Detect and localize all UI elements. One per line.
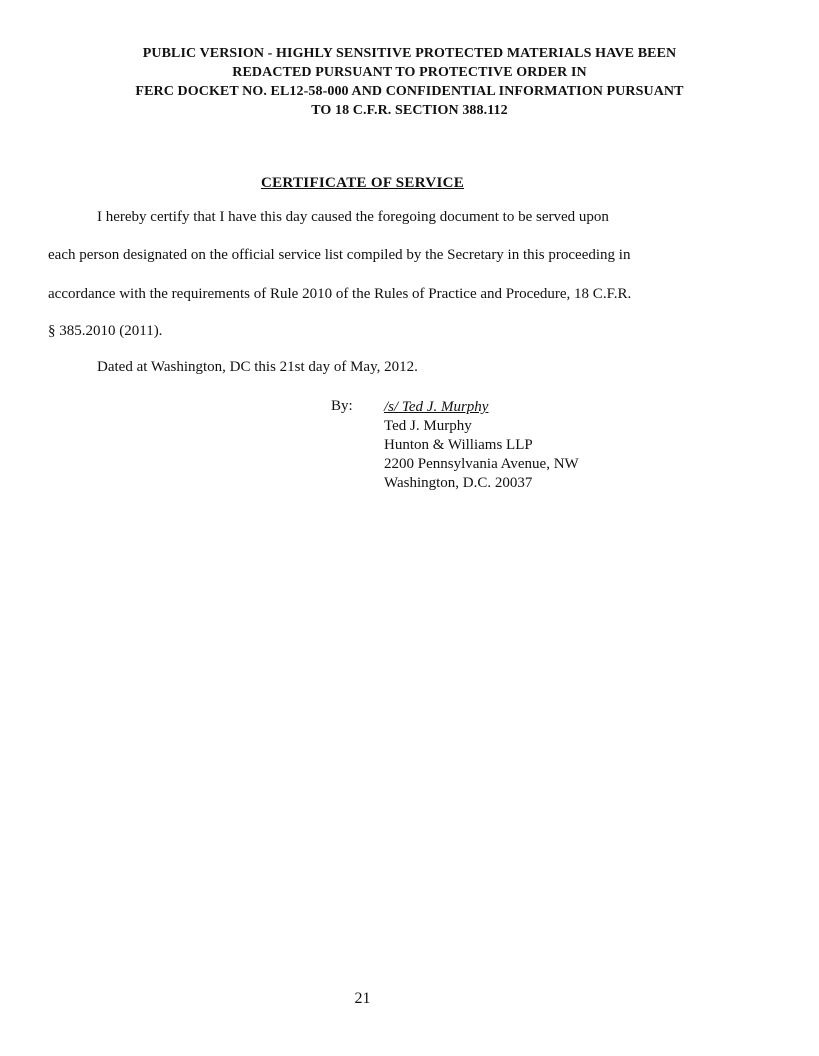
- header-line: TO 18 C.F.R. SECTION 388.112: [311, 103, 508, 118]
- signer-address: 2200 Pennsylvania Avenue, NW: [384, 456, 579, 472]
- body-line: accordance with the requirements of Rule 2010 of the Rules of Practice and Procedure, 18 C.F.R.: [48, 286, 632, 302]
- body-line: § 385.2010 (2011).: [48, 323, 163, 339]
- body-line: each person designated on the official service list compiled by the Secretary in this proceeding in: [48, 247, 631, 263]
- dated-line: Dated at Washington, DC this 21st day of May, 2012.: [97, 359, 418, 375]
- body-line: I hereby certify that I have this day caused the foregoing document to be served upon: [97, 209, 609, 225]
- signer-firm: Hunton & Williams LLP: [384, 437, 533, 453]
- electronic-signature: /s/ Ted J. Murphy: [384, 399, 489, 415]
- header-line: FERC DOCKET NO. EL12-58-000 AND CONFIDENTIAL INFORMATION PURSUANT: [135, 84, 684, 99]
- header-line: PUBLIC VERSION - HIGHLY SENSITIVE PROTECTED MATERIALS HAVE BEEN: [142, 46, 677, 61]
- document-title: CERTIFICATE OF SERVICE: [260, 175, 465, 191]
- page-number: 21: [354, 990, 371, 1007]
- redaction-header: [0, 44, 819, 120]
- by-label: By:: [331, 398, 353, 414]
- header-line: REDACTED PURSUANT TO PROTECTIVE ORDER IN: [232, 65, 587, 80]
- signature-block: [384, 398, 579, 493]
- signer-city: Washington, D.C. 20037: [384, 475, 533, 491]
- signer-name: Ted J. Murphy: [384, 418, 472, 434]
